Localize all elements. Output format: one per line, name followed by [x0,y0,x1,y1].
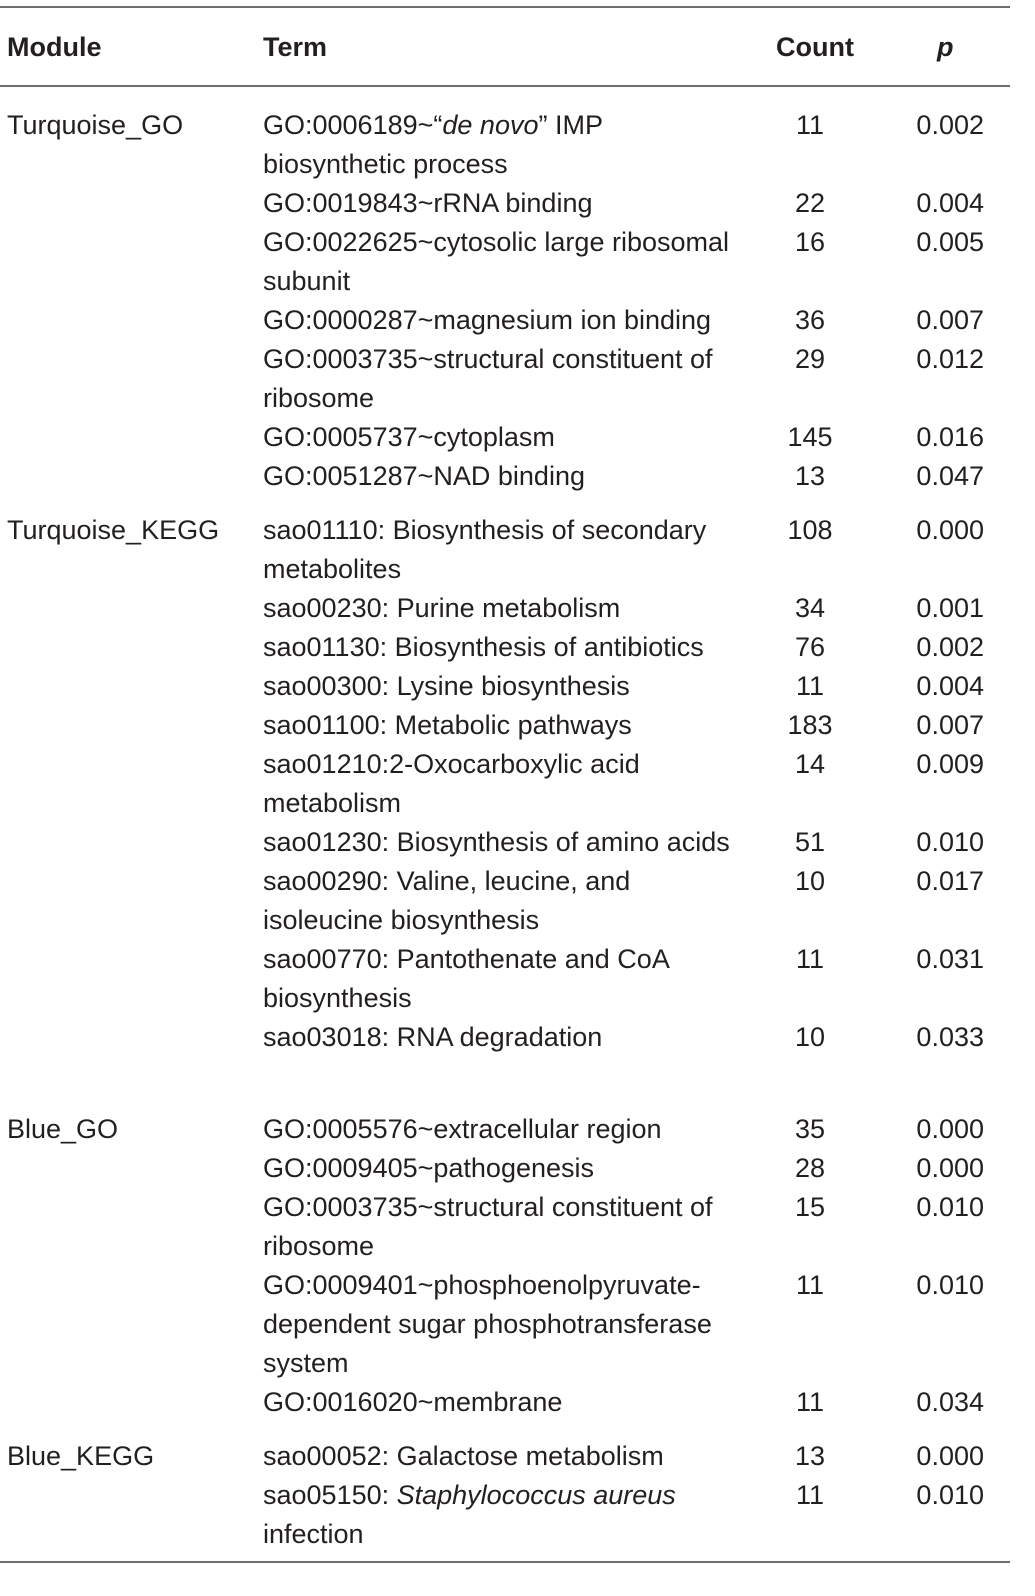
count-cell: 183 [787,710,833,740]
table-row [0,457,1010,496]
term-cell: sao00290: Valine, leucine, and isoleucine biosynthesis [263,866,631,935]
count-cell: 13 [794,1441,826,1471]
top-rule [0,6,1010,8]
p-cell: 0.000 [916,1153,984,1183]
count-cell: 108 [787,515,833,545]
p-cell: 0.007 [916,710,984,740]
count-cell: 28 [794,1153,826,1183]
count-cell: 10 [794,866,826,896]
term-cell: sao01100: Metabolic pathways [263,710,632,740]
table-row [0,511,1010,589]
term-cell: GO:0019843~rRNA binding [263,188,593,218]
header-term: Term [263,32,328,62]
term-cell: GO:0022625~cytosolic large ribosomal subunit [263,227,730,296]
p-cell: 0.034 [916,1387,984,1417]
term-cell: sao00052: Galactose metabolism [263,1441,664,1471]
count-cell: 145 [787,422,833,452]
count-cell: 11 [795,110,825,140]
p-cell: 0.000 [916,1114,984,1144]
term-cell: GO:0009405~pathogenesis [263,1153,595,1183]
table-row [0,106,1010,184]
header-module: Module [7,32,102,62]
p-cell: 0.031 [916,944,984,974]
term-cell: sao01110: Biosynthesis of secondary metabolites [263,515,707,584]
table-row [0,1476,1010,1554]
table-row [0,706,1010,745]
count-cell: 14 [794,749,826,779]
table-row [0,1110,1010,1149]
p-cell: 0.010 [916,1270,984,1300]
table-row [0,301,1010,340]
term-cell: GO:0016020~membrane [263,1387,563,1417]
table-row [0,223,1010,301]
count-cell: 11 [795,1270,825,1300]
count-cell: 51 [794,827,826,857]
module-name: Turquoise_KEGG [7,515,220,545]
count-cell: 11 [795,1387,825,1417]
p-cell: 0.005 [916,227,984,257]
table-row [0,628,1010,667]
term-cell: sao00300: Lysine biosynthesis [263,671,630,701]
table-row [0,667,1010,706]
term-cell: sao01130: Biosynthesis of antibiotics [263,632,704,662]
term-cell: sao01230: Biosynthesis of amino acids [263,827,730,857]
term-cell: GO:0006189~“de novo” IMP biosynthetic process [263,110,603,179]
p-cell: 0.010 [916,1480,984,1510]
table-row [0,823,1010,862]
table-row [0,745,1010,823]
table-header [0,27,1010,67]
module-name: Blue_GO [7,1114,119,1144]
count-cell: 16 [794,227,826,257]
count-cell: 13 [794,461,826,491]
p-cell: 0.047 [916,461,984,491]
header-rule [0,85,1010,87]
count-cell: 76 [794,632,826,662]
table-row [0,1018,1010,1057]
table-row [0,184,1010,223]
p-cell: 0.000 [916,515,984,545]
count-cell: 36 [794,305,826,335]
p-cell: 0.009 [916,749,984,779]
header-count: Count [776,32,854,62]
p-cell: 0.001 [916,593,984,623]
p-cell: 0.004 [916,671,984,701]
table-row [0,1188,1010,1266]
count-cell: 11 [795,944,825,974]
term-cell: sao01210:2-Oxocarboxylic acid metabolism [263,749,640,818]
table-row [0,418,1010,457]
term-cell: GO:0005576~extracellular region [263,1114,662,1144]
count-cell: 35 [794,1114,826,1144]
count-cell: 34 [794,593,826,623]
table-row [0,1383,1010,1422]
count-cell: 11 [795,671,825,701]
term-cell: GO:0000287~magnesium ion binding [263,305,712,335]
p-cell: 0.010 [916,827,984,857]
module-name: Turquoise_GO [7,110,184,140]
table-row [0,589,1010,628]
p-cell: 0.010 [916,1192,984,1222]
term-cell: sao03018: RNA degradation [263,1022,603,1052]
term-cell: GO:0051287~NAD binding [263,461,585,491]
table-row [0,1437,1010,1476]
count-cell: 11 [795,1480,825,1510]
term-cell: GO:0005737~cytoplasm [263,422,555,452]
term-cell: GO:0003735~structural constituent of ribosome [263,344,713,413]
count-cell: 29 [794,344,826,374]
count-cell: 15 [794,1192,826,1222]
count-cell: 22 [794,188,826,218]
term-cell: sao00770: Pantothenate and CoA biosynthesis [263,944,669,1013]
term-cell: GO:0003735~structural constituent of ribosome [263,1192,713,1261]
table-row [0,862,1010,940]
p-cell: 0.004 [916,188,984,218]
term-cell: sao00230: Purine metabolism [263,593,621,623]
p-cell: 0.016 [916,422,984,452]
count-cell: 10 [794,1022,826,1052]
p-cell: 0.033 [916,1022,984,1052]
p-cell: 0.002 [916,632,984,662]
header-p: p [937,32,954,62]
p-cell: 0.000 [916,1441,984,1471]
table-row [0,1149,1010,1188]
module-name: Blue_KEGG [7,1441,155,1471]
table-row [0,340,1010,418]
p-cell: 0.002 [916,110,984,140]
table-row [0,940,1010,1018]
p-cell: 0.007 [916,305,984,335]
term-cell: sao05150: Staphylococcus aureus infection [263,1480,676,1549]
p-cell: 0.012 [916,344,984,374]
table-row [0,1266,1010,1383]
bottom-rule [0,1561,1010,1563]
p-cell: 0.017 [916,866,984,896]
term-cell: GO:0009401~phosphoenolpyruvate-dependent sugar phosphotransferase system [263,1270,712,1378]
